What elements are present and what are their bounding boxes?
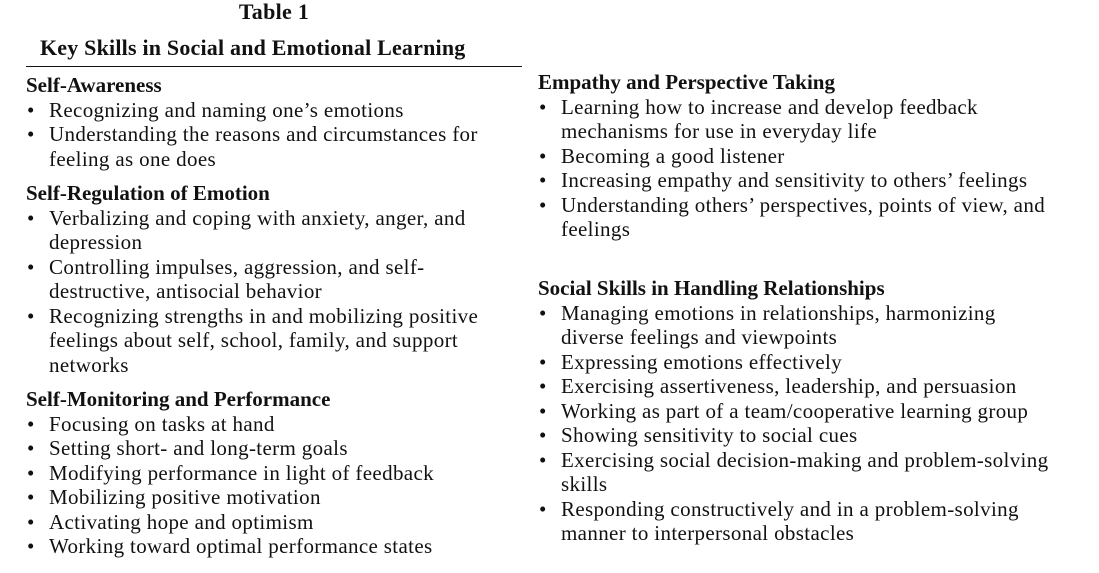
- section-social-skills: [538, 276, 1058, 546]
- item-list: [26, 206, 526, 378]
- section-heading: Self-Monitoring and Performance: [26, 387, 331, 411]
- section-self-monitoring: [26, 387, 526, 559]
- section-self-awareness: [26, 73, 526, 171]
- list-item: • Exercising assertiveness, leadership, and persuasion: [538, 374, 1058, 399]
- list-item: • Understanding the reasons and circumstances for feeling as one does: [26, 122, 526, 171]
- list-item: • Becoming a good listener: [538, 144, 1058, 169]
- section-heading: Self-Regulation of Emotion: [26, 181, 270, 205]
- item-list: [26, 98, 526, 172]
- list-item: • Responding constructively and in a problem-solving manner to interpersonal obstacles: [538, 497, 1058, 546]
- list-item: • Showing sensitivity to social cues: [538, 423, 1058, 448]
- table-title: Key Skills in Social and Emotional Learning: [40, 35, 466, 60]
- list-item: • Understanding others’ perspectives, points of view, and feelings: [538, 193, 1058, 242]
- item-list: [26, 412, 526, 559]
- section-heading: Empathy and Perspective Taking: [538, 70, 835, 94]
- section-empathy: [538, 70, 1058, 242]
- list-item: • Managing emotions in relationships, harmonizing diverse feelings and viewpoints: [538, 301, 1058, 350]
- list-item: • Recognizing and naming one’s emotions: [26, 98, 526, 123]
- list-item: • Setting short- and long-term goals: [26, 436, 526, 461]
- list-item: • Focusing on tasks at hand: [26, 412, 526, 437]
- list-item: • Learning how to increase and develop feedback mechanisms for use in everyday life: [538, 95, 1058, 144]
- section-heading: Social Skills in Handling Relationships: [538, 276, 885, 300]
- list-item: • Increasing empathy and sensitivity to others’ feelings: [538, 168, 1058, 193]
- list-item: • Expressing emotions effectively: [538, 350, 1058, 375]
- list-item: • Working toward optimal performance states: [26, 534, 526, 559]
- list-item: • Exercising social decision-making and problem-solving skills: [538, 448, 1058, 497]
- list-item: • Controlling impulses, aggression, and self-destructive, antisocial behavior: [26, 255, 526, 304]
- title-rule: [26, 66, 522, 67]
- section-heading: Self-Awareness: [26, 73, 162, 97]
- table-number: Table 1: [238, 0, 310, 24]
- section-self-regulation: [26, 181, 526, 377]
- item-list: [538, 95, 1058, 242]
- list-item: • Working as part of a team/cooperative learning group: [538, 399, 1058, 424]
- list-item: • Verbalizing and coping with anxiety, anger, and depression: [26, 206, 526, 255]
- item-list: [538, 301, 1058, 546]
- list-item: • Modifying performance in light of feedback: [26, 461, 526, 486]
- list-item: • Mobilizing positive motivation: [26, 485, 526, 510]
- list-item: • Recognizing strengths in and mobilizing positive feelings about self, school, family, and support networks: [26, 304, 526, 378]
- list-item: • Activating hope and optimism: [26, 510, 526, 535]
